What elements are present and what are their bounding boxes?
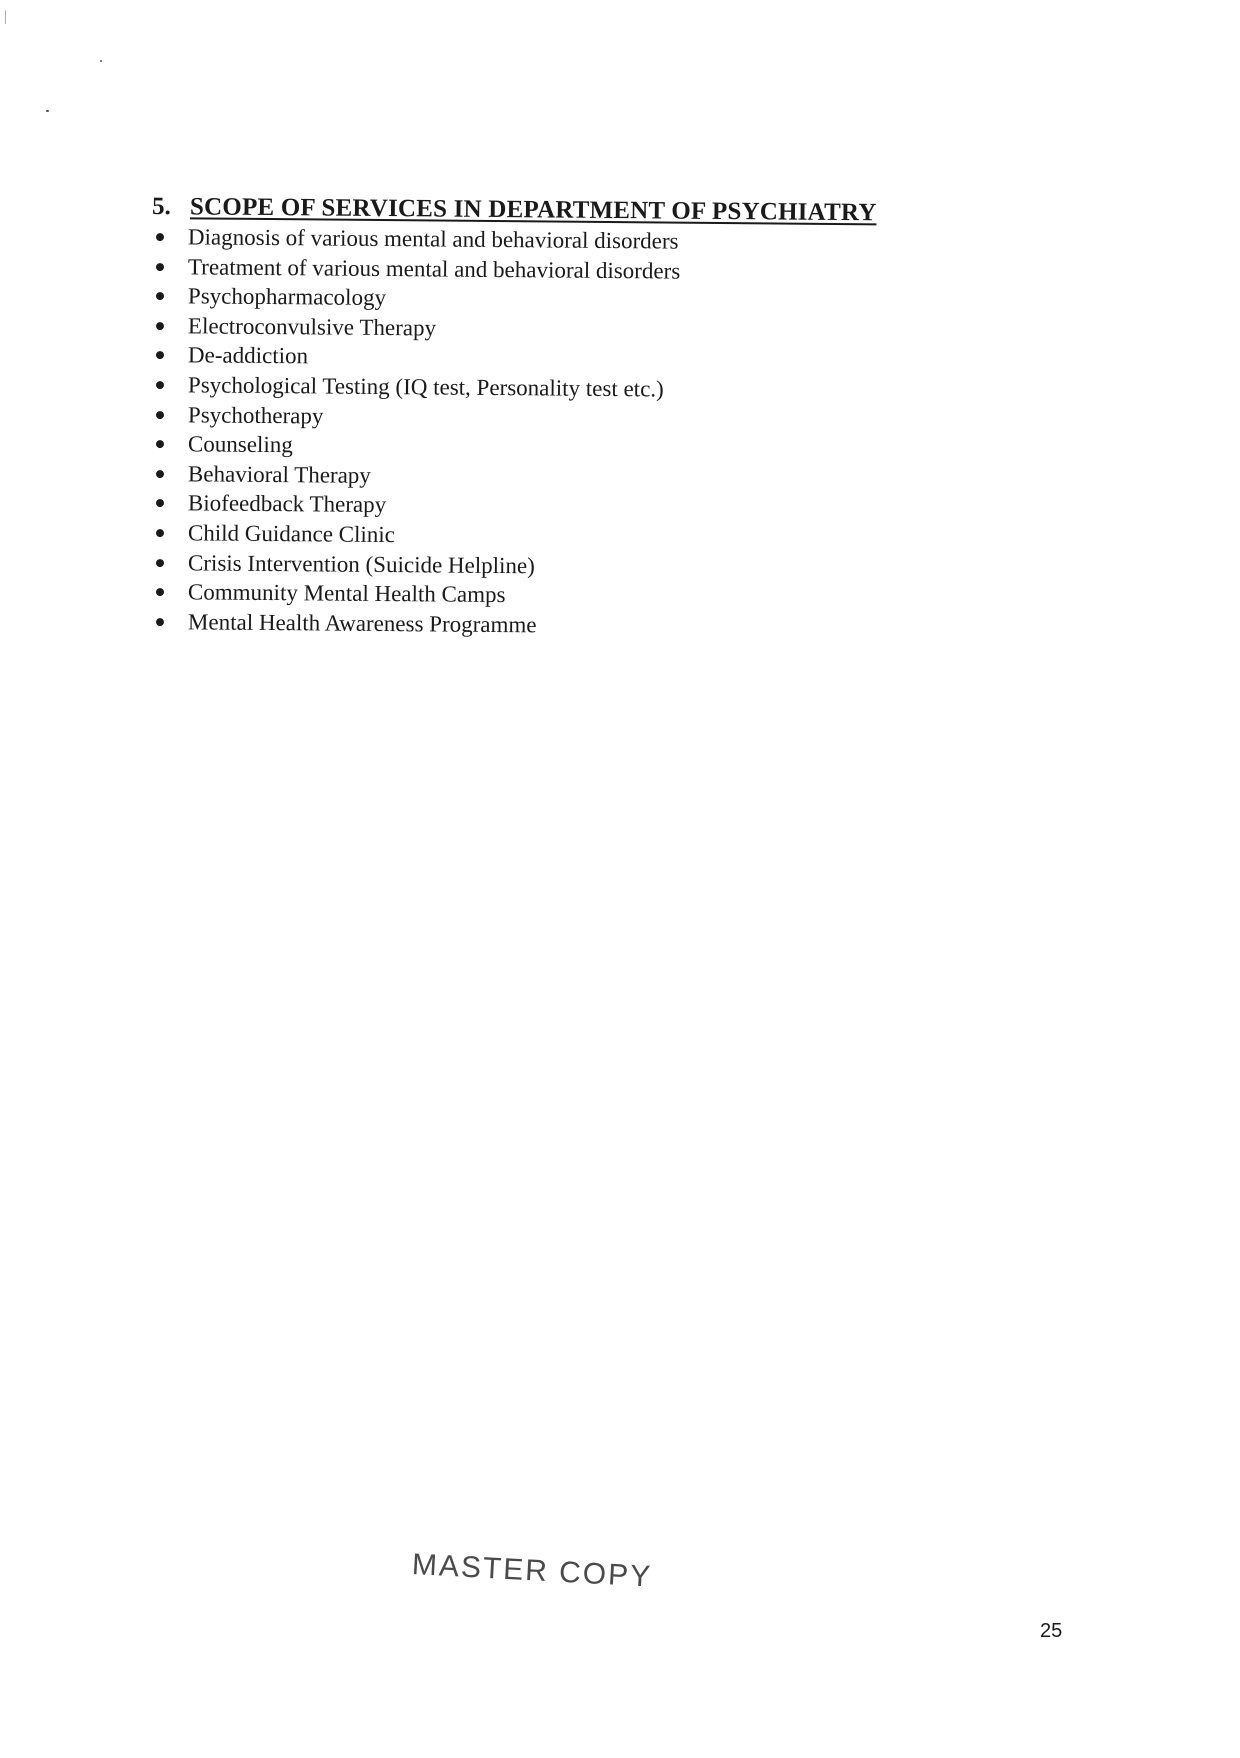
bullet-icon (156, 411, 164, 419)
bullet-icon (156, 470, 164, 478)
bullet-icon (156, 233, 164, 241)
list-item-text: Psychopharmacology (187, 283, 387, 311)
list-item-text: Electroconvulsive Therapy (187, 313, 437, 341)
list-item-text: Community Mental Health Camps (187, 579, 506, 608)
page-number: 25 (1040, 1620, 1063, 1642)
bullet-icon (156, 263, 164, 271)
list-item-text: De-addiction (187, 342, 309, 369)
section-title: SCOPE OF SERVICES IN DEPARTMENT OF PSYCHIATRY (189, 193, 877, 227)
scan-speck (46, 110, 49, 112)
scan-speck (100, 60, 102, 62)
bullet-icon (156, 529, 164, 537)
bullet-icon (156, 618, 164, 626)
scope-of-services-section (152, 192, 1052, 636)
services-list (152, 222, 1052, 636)
bullet-icon (156, 559, 164, 567)
bullet-icon (156, 381, 164, 389)
bullet-icon (156, 292, 164, 300)
bullet-icon (156, 499, 164, 507)
list-item-text: Psychotherapy (187, 401, 324, 429)
list-item-text: Mental Health Awareness Programme (187, 609, 537, 638)
bullet-icon (156, 588, 164, 596)
list-item-text: Treatment of various mental and behavioral disorders (187, 253, 681, 284)
section-number: 5. (151, 193, 171, 221)
bullet-icon (156, 351, 164, 359)
bullet-icon (156, 440, 164, 448)
master-copy-stamp: MASTER COPY (411, 1548, 653, 1594)
list-item-text: Diagnosis of various mental and behavioral disorders (187, 224, 679, 254)
list-item-text: Psychological Testing (IQ test, Personality test etc.) (187, 372, 664, 402)
list-item-text: Biofeedback Therapy (187, 490, 387, 518)
list-item-text: Counseling (187, 431, 293, 458)
bullet-icon (156, 322, 164, 330)
list-item-text: Child Guidance Clinic (187, 520, 396, 548)
scan-speck (5, 10, 6, 24)
list-item-text: Behavioral Therapy (187, 461, 371, 488)
list-item-text: Crisis Intervention (Suicide Helpline) (187, 549, 535, 578)
